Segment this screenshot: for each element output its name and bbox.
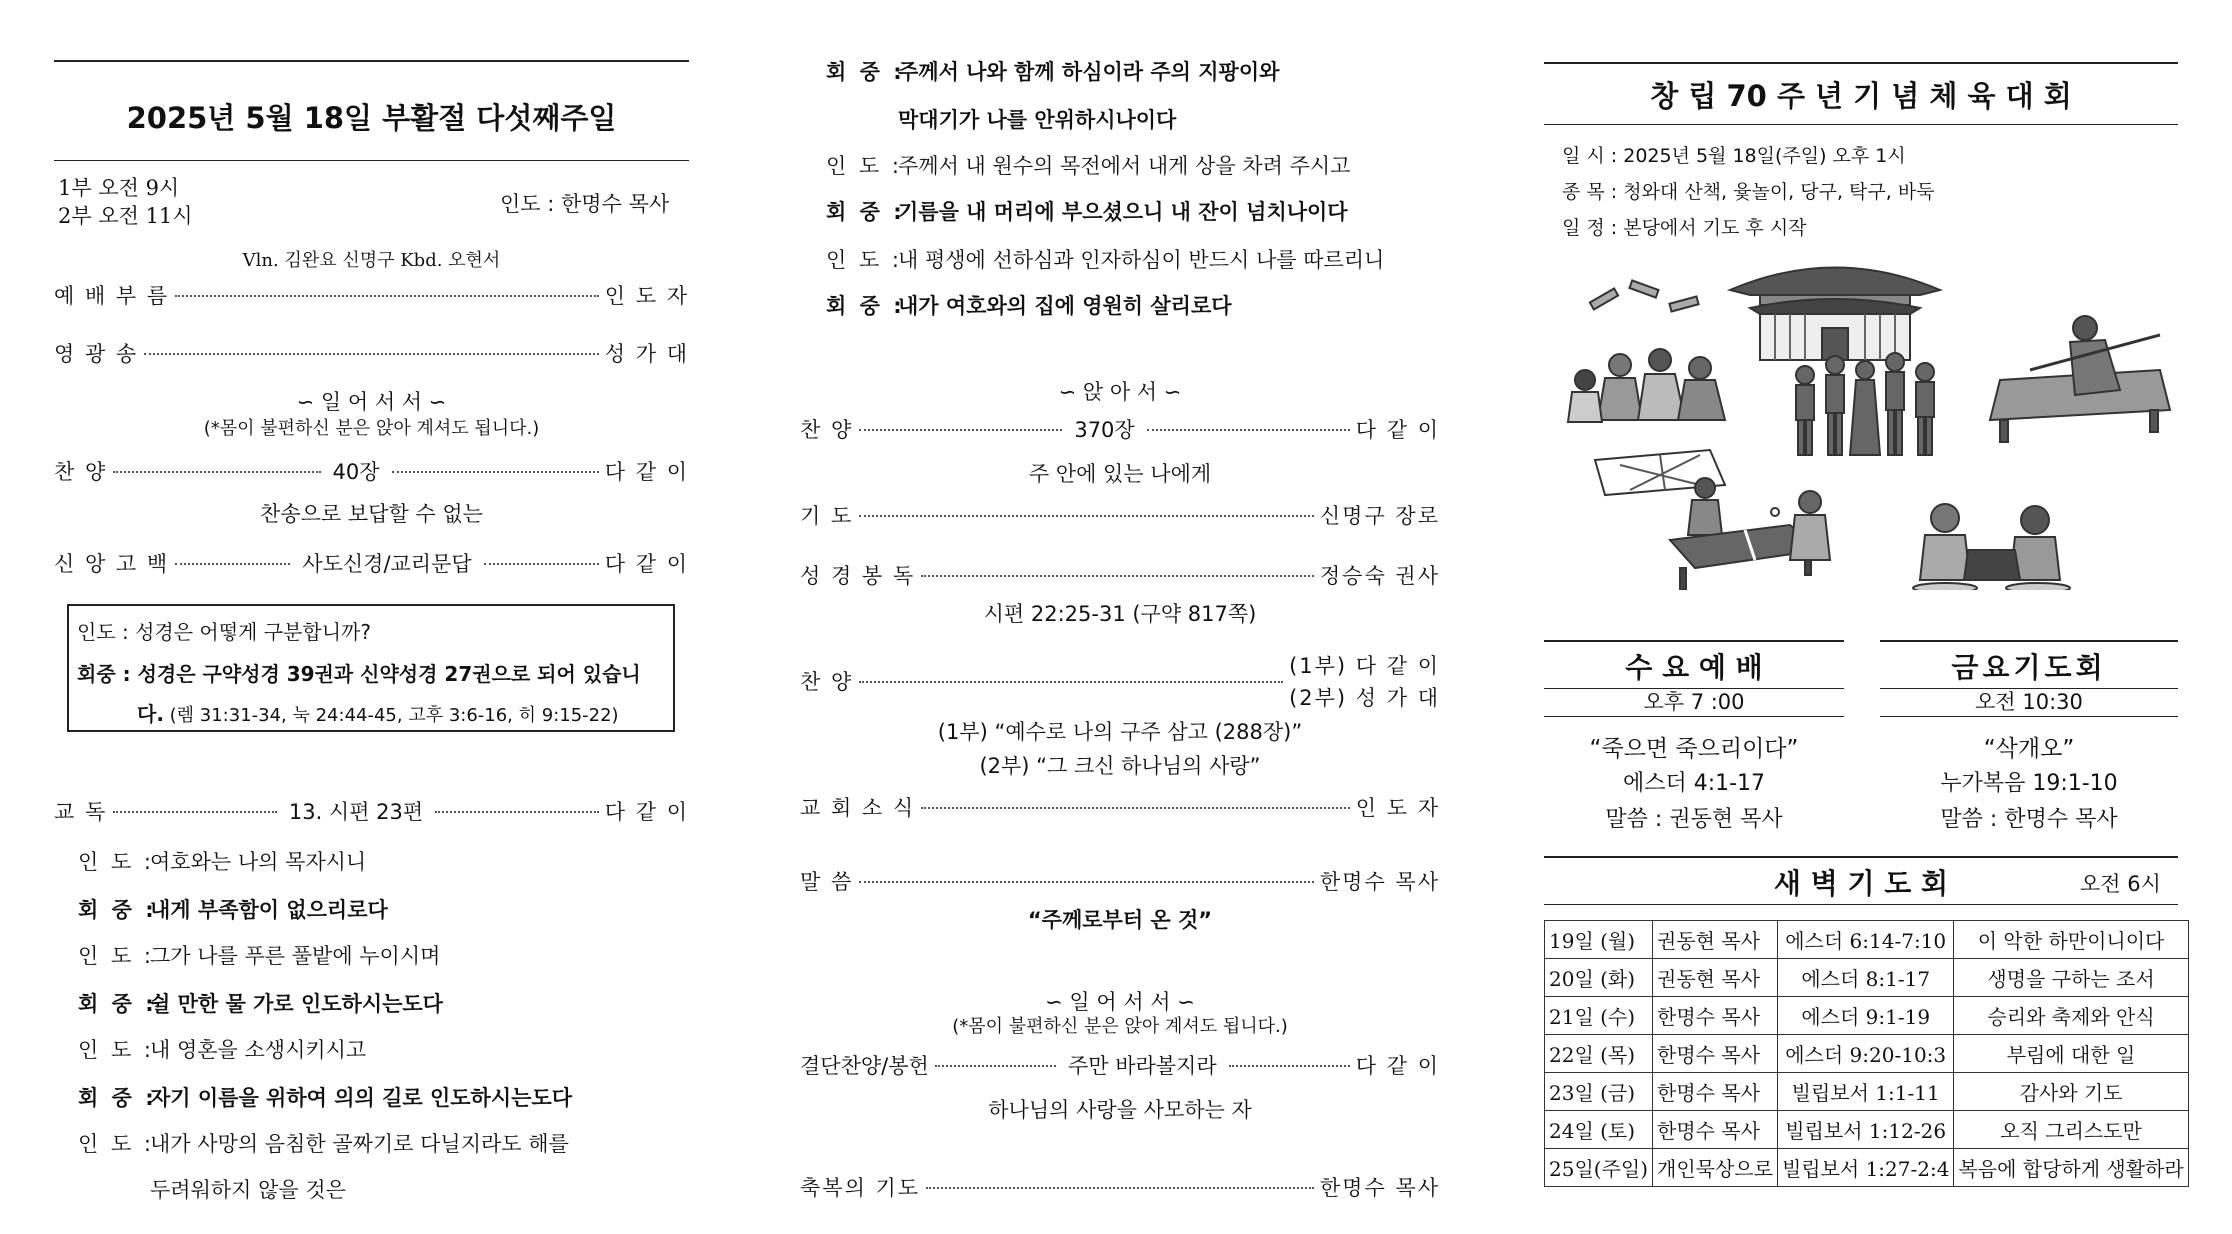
friday-scripture: 누가복음 19:1-10 (1940, 771, 2118, 796)
speaker: 회 중 : (826, 200, 905, 224)
preacher-cell: 한명수 목사 (1653, 1035, 1778, 1073)
sit-heading: ∽ 앉 아 서 ∽ (1058, 380, 1182, 404)
day-cell: 23일 (금) (1545, 1073, 1653, 1111)
event-rule (1544, 124, 2178, 125)
creed-name: 사도신경/교리문답 (302, 552, 472, 576)
reading-text: 내게 부족함이 없으리로다 (150, 898, 388, 922)
table-row (1545, 997, 2189, 1035)
leader: 인도 : 한명수 목사 (500, 192, 670, 216)
order-label: 찬 양 (800, 670, 854, 694)
order-role: (1부) 다 같 이 (1289, 654, 1440, 678)
order-role: 신명구 장로 (1319, 504, 1440, 528)
preacher-cell: 권동현 목사 (1653, 921, 1778, 959)
order-row-offering (800, 1050, 1440, 1080)
event-title: 창 립 70 주 년 기 념 체 육 대 회 (1650, 79, 2072, 113)
reading-text: 내가 여호와의 집에 영원히 살리로다 (898, 294, 1232, 318)
order-role: 성 가 대 (604, 342, 689, 366)
order-role: 다 같 이 (604, 552, 690, 576)
scripture-cell: 에스더 9:20-10:3 (1777, 1035, 1954, 1073)
table-row (1545, 959, 2189, 997)
stand-heading: ∽ 일 어 서 서 ∽ (296, 390, 447, 414)
topic-cell: 복음에 합당하게 생활하라 (1954, 1149, 2188, 1187)
ping-pong-icon (1670, 478, 1830, 590)
table-row (1545, 1073, 2189, 1111)
order-row-hymn (54, 456, 689, 486)
speaker: 회 중 : (826, 60, 905, 84)
topic-cell: 이 악한 하만이니이다 (1954, 921, 2188, 959)
wednesday-time-rule (1544, 716, 1844, 717)
day-cell: 22일 (목) (1545, 1035, 1653, 1073)
day-cell: 24일 (토) (1545, 1111, 1653, 1149)
order-label: 예 배 부 름 (54, 284, 170, 308)
service-times (58, 174, 193, 230)
offering-song: 주만 바라볼지라 (1067, 1054, 1217, 1078)
order-role: 인 도 자 (1355, 796, 1440, 820)
order-row-benediction (800, 1172, 1440, 1202)
friday-time-rule (1880, 716, 2178, 717)
friday-title: 금요기도회 (1951, 651, 2107, 684)
order-row-news (800, 792, 1440, 822)
day-cell: 19일 (월) (1545, 921, 1653, 959)
speaker: 회 중 : (826, 294, 905, 318)
reading-text: 쉴 만한 물 가로 인도하시는도다 (150, 992, 443, 1016)
table-row (1545, 921, 2189, 959)
speaker: 인 도 : (78, 1038, 154, 1062)
reading-line (78, 1082, 572, 1112)
order-role: 정승숙 권사 (1319, 564, 1440, 588)
order-role: 한명수 목사 (1319, 1176, 1440, 1200)
reading-text: 여호와는 나의 목자시니 (150, 850, 367, 874)
order-label: 찬 양 (800, 418, 854, 442)
scripture-cell: 에스더 6:14-7:10 (1777, 921, 1954, 959)
event-activities: 종 목 : 청와대 산책, 윷놀이, 당구, 탁구, 바둑 (1562, 181, 1935, 203)
topic-cell: 감사와 기도 (1954, 1073, 2188, 1111)
reading-text: 내가 사망의 음침한 골짜기로 다닐지라도 해를 (150, 1132, 569, 1156)
catechism-answer-cont (137, 698, 619, 727)
order-row-sermon (800, 866, 1440, 896)
catechism-question: 인도 : 성경은 어떻게 구분합니까? (77, 620, 371, 644)
friday-sermon: “삭개오” (1983, 736, 2075, 762)
title-rule (54, 160, 689, 161)
reading-text: 내 영혼을 소생시키시고 (150, 1038, 367, 1062)
reading-line (78, 894, 388, 924)
order-row-creed (54, 548, 689, 578)
hymn-title: 찬송으로 보답할 수 없는 (260, 502, 483, 526)
event-date: 일 시 : 2025년 5월 18일(주일) 오후 1시 (1562, 145, 1906, 167)
topic-cell: 생명을 구하는 조서 (1954, 959, 2188, 997)
friday-time: 오전 10:30 (1975, 690, 2083, 714)
hymn-title: 주 안에 있는 나에게 (1028, 462, 1212, 486)
order-role: (2부) 성 가 대 (1289, 686, 1440, 710)
reading-line (78, 1174, 346, 1204)
topic-cell: 승리와 축제와 안식 (1954, 997, 2188, 1035)
speaker: 인 도 : (826, 154, 902, 178)
speaker: 회 중 : (78, 992, 157, 1016)
speaker: 인 도 : (78, 850, 154, 874)
day-cell: 20일 (화) (1545, 959, 1653, 997)
sports-day-illustration (1560, 250, 2180, 590)
service-time-2: 2부 오전 11시 (58, 204, 193, 228)
catechism-box (67, 604, 675, 732)
baduk-icon (1913, 504, 2070, 590)
order-label: 교 독 (54, 800, 108, 824)
reading-text: 주께서 나와 함께 하심이라 주의 지팡이와 (898, 60, 1280, 84)
order-label: 축복의 기도 (800, 1176, 921, 1200)
hymn-number: 370장 (1074, 418, 1135, 442)
dawn-rule (1544, 856, 2178, 858)
event-top-rule (1544, 62, 2178, 64)
order-row-scripture (800, 560, 1440, 590)
musicians: Vln. 김완요 신명구 Kbd. 오현서 (242, 250, 501, 271)
scripture-cell: 에스더 8:1-17 (1777, 959, 1954, 997)
table-row (1545, 1149, 2189, 1187)
order-row-prayer (800, 500, 1440, 530)
offering-sub: 하나님의 사랑을 사모하는 자 (988, 1098, 1252, 1122)
sermon-title: “주께로부터 온 것” (1027, 908, 1213, 932)
reading-line (826, 244, 1384, 274)
dawn-title: 새 벽 기 도 회 (1773, 867, 1949, 900)
order-role: 다 같 이 (604, 800, 690, 824)
service-time-1: 1부 오전 9시 (58, 176, 180, 200)
reading-line (826, 104, 1176, 134)
scripture-cell: 빌립보서 1:27-2:4 (1777, 1149, 1954, 1187)
preacher-cell: 권동현 목사 (1653, 959, 1778, 997)
catechism-answer: 회중 : 성경은 구약성경 39권과 신약성경 27권으로 되어 있습니 (77, 662, 641, 686)
order-row-call (54, 280, 689, 310)
stand-note: (*몸이 불편하신 분은 앉아 계셔도 됩니다.) (952, 1016, 1288, 1037)
choir-song-1: (1부) “예수로 나의 구주 삼고 (288장)” (937, 720, 1303, 744)
reading-line (78, 940, 440, 970)
order-label: 교 회 소 식 (800, 796, 916, 820)
day-cell: 21일 (수) (1545, 997, 1653, 1035)
hymn-number: 40장 (332, 460, 380, 484)
event-details (1562, 138, 1935, 246)
order-label: 기 도 (800, 504, 854, 528)
reading-text: 막대기가 나를 안위하시나이다 (898, 108, 1177, 132)
dawn-sub-rule (1544, 904, 2178, 905)
scripture-ref: 시편 22:25-31 (구약 817쪽) (983, 602, 1257, 626)
scripture-cell: 빌립보서 1:1-11 (1777, 1073, 1954, 1111)
order-row-gloria (54, 338, 689, 368)
reading-text: 기름을 내 머리에 부으셨으니 내 잔이 넘치나이다 (898, 200, 1348, 224)
choir-roles (1289, 650, 1440, 714)
catechism-refs: (렘 31:31-34, 눅 24:44-45, 고후 3:6-16, 히 9:15-22) (163, 705, 619, 726)
speaker: 인 도 : (826, 248, 902, 272)
wednesday-scripture: 에스더 4:1-17 (1622, 771, 1766, 796)
reading-line (78, 846, 366, 876)
preacher-cell: 개인묵상으로 (1653, 1149, 1778, 1187)
speaker: 인 도 : (78, 944, 154, 968)
event-schedule: 일 정 : 본당에서 기도 후 시작 (1562, 217, 1807, 239)
top-rule (54, 60, 689, 62)
reading-line (826, 150, 1350, 180)
reading-text: 자기 이름을 위하여 의의 길로 인도하시는도다 (150, 1086, 572, 1110)
page-title: 2025년 5월 18일 부활절 다섯째주일 (126, 101, 617, 135)
stand-note: (*몸이 불편하신 분은 앉아 계셔도 됩니다.) (203, 418, 540, 439)
preacher-cell: 한명수 목사 (1653, 1073, 1778, 1111)
order-role: 한명수 목사 (1319, 870, 1440, 894)
table-row (1545, 1111, 2189, 1149)
friday-rule (1880, 640, 2178, 642)
wednesday-rule (1544, 640, 1844, 642)
speaker: 인 도 : (78, 1132, 154, 1156)
dawn-time: 오전 6시 (2080, 872, 2161, 896)
reading-line (826, 196, 1348, 226)
dawn-schedule-body (1545, 921, 2189, 1187)
order-label: 결단찬양/봉헌 (800, 1054, 929, 1078)
table-row (1545, 1035, 2189, 1073)
responsive-reading: 13. 시편 23편 (288, 800, 424, 824)
order-role: 다 같 이 (604, 460, 690, 484)
reading-text: 내 평생에 선하심과 인자하심이 반드시 나를 따르리니 (898, 248, 1385, 272)
scripture-cell: 빌립보서 1:12-26 (1777, 1111, 1954, 1149)
dawn-schedule-table (1544, 920, 2189, 1187)
reading-line (78, 1034, 366, 1064)
order-label: 말 씀 (800, 870, 854, 894)
choir-song-2: (2부) “그 크신 하나님의 사랑” (979, 754, 1261, 778)
stand-heading: ∽ 일 어 서 서 ∽ (1045, 990, 1195, 1014)
topic-cell: 부림에 대한 일 (1954, 1035, 2188, 1073)
reading-line (78, 988, 443, 1018)
day-cell: 25일(주일) (1545, 1149, 1653, 1187)
reading-line (826, 290, 1232, 320)
catechism-answer-end: 다. (137, 702, 164, 726)
order-label: 성 경 봉 독 (800, 564, 916, 588)
reading-text: 주께서 내 원수의 목전에서 내게 상을 차려 주시고 (898, 154, 1351, 178)
scripture-cell: 에스더 9:1-19 (1777, 997, 1954, 1035)
reading-line (78, 1128, 569, 1158)
reading-text: 두려워하지 않을 것은 (150, 1178, 346, 1202)
wednesday-time: 오후 7 :00 (1643, 690, 1745, 714)
walkers-icon (1796, 353, 1934, 455)
speaker: 회 중 : (78, 1086, 157, 1110)
yut-players-icon (1568, 280, 1725, 495)
order-role: 다 같 이 (1355, 1054, 1441, 1078)
wednesday-preacher: 말씀 : 권동현 목사 (1605, 807, 1783, 832)
speaker: 회 중 : (78, 898, 157, 922)
billiards-icon (1990, 316, 2170, 442)
preacher-cell: 한명수 목사 (1653, 1111, 1778, 1149)
preacher-cell: 한명수 목사 (1653, 997, 1778, 1035)
wednesday-sermon: “죽으면 죽으리이다” (1589, 736, 1799, 762)
order-role: 인 도 자 (604, 284, 689, 308)
order-row-hymn (800, 414, 1440, 444)
order-label: 신 앙 고 백 (54, 552, 170, 576)
reading-line (826, 56, 1279, 86)
order-label: 영 광 송 (54, 342, 139, 366)
order-role: 다 같 이 (1355, 418, 1440, 442)
friday-preacher: 말씀 : 한명수 목사 (1940, 807, 2118, 832)
reading-text: 그가 나를 푸른 풀밭에 누이시며 (150, 944, 441, 968)
palace-icon (1730, 268, 1940, 361)
order-row-responsive (54, 796, 689, 826)
wednesday-title: 수 요 예 배 (1625, 651, 1763, 684)
order-label: 찬 양 (54, 460, 108, 484)
topic-cell: 오직 그리스도만 (1954, 1111, 2188, 1149)
